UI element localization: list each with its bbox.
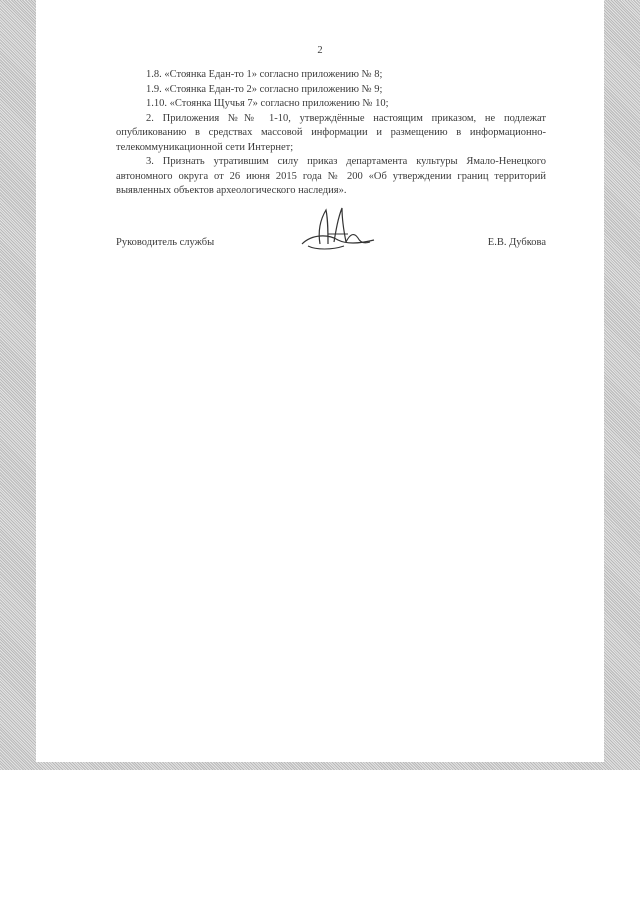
signature-icon (298, 204, 378, 254)
document-page (36, 0, 604, 762)
paragraph-item: 3. Признать утратившим силу приказ департамента культуры Ямало-Ненецкого автономного округа от 26 июня 2015 года № 200 «Об утверждении границ территорий выявленных объектов археологического наследия». (116, 156, 546, 196)
signer-name: Е.В. Дубкова (487, 237, 546, 248)
document-body (116, 68, 546, 199)
list-item: 1.10. «Стоянка Щучья 7» согласно приложению № 10; (146, 98, 389, 109)
position-title: Руководитель службы (116, 237, 215, 248)
paragraph-item: 2. Приложения №№ 1-10, утверждённые настоящим приказом, не подлежат опубликованию в средствах массовой информации и размещению в информационно-телекоммуникационной сети Интернет; (116, 112, 546, 153)
page-number: 2 (317, 45, 323, 56)
list-item: 1.9. «Стоянка Едан-то 2» согласно приложению № 9; (146, 83, 383, 95)
list-item: 1.8. «Стоянка Едан-то 1» согласно приложению № 8; (146, 69, 383, 80)
